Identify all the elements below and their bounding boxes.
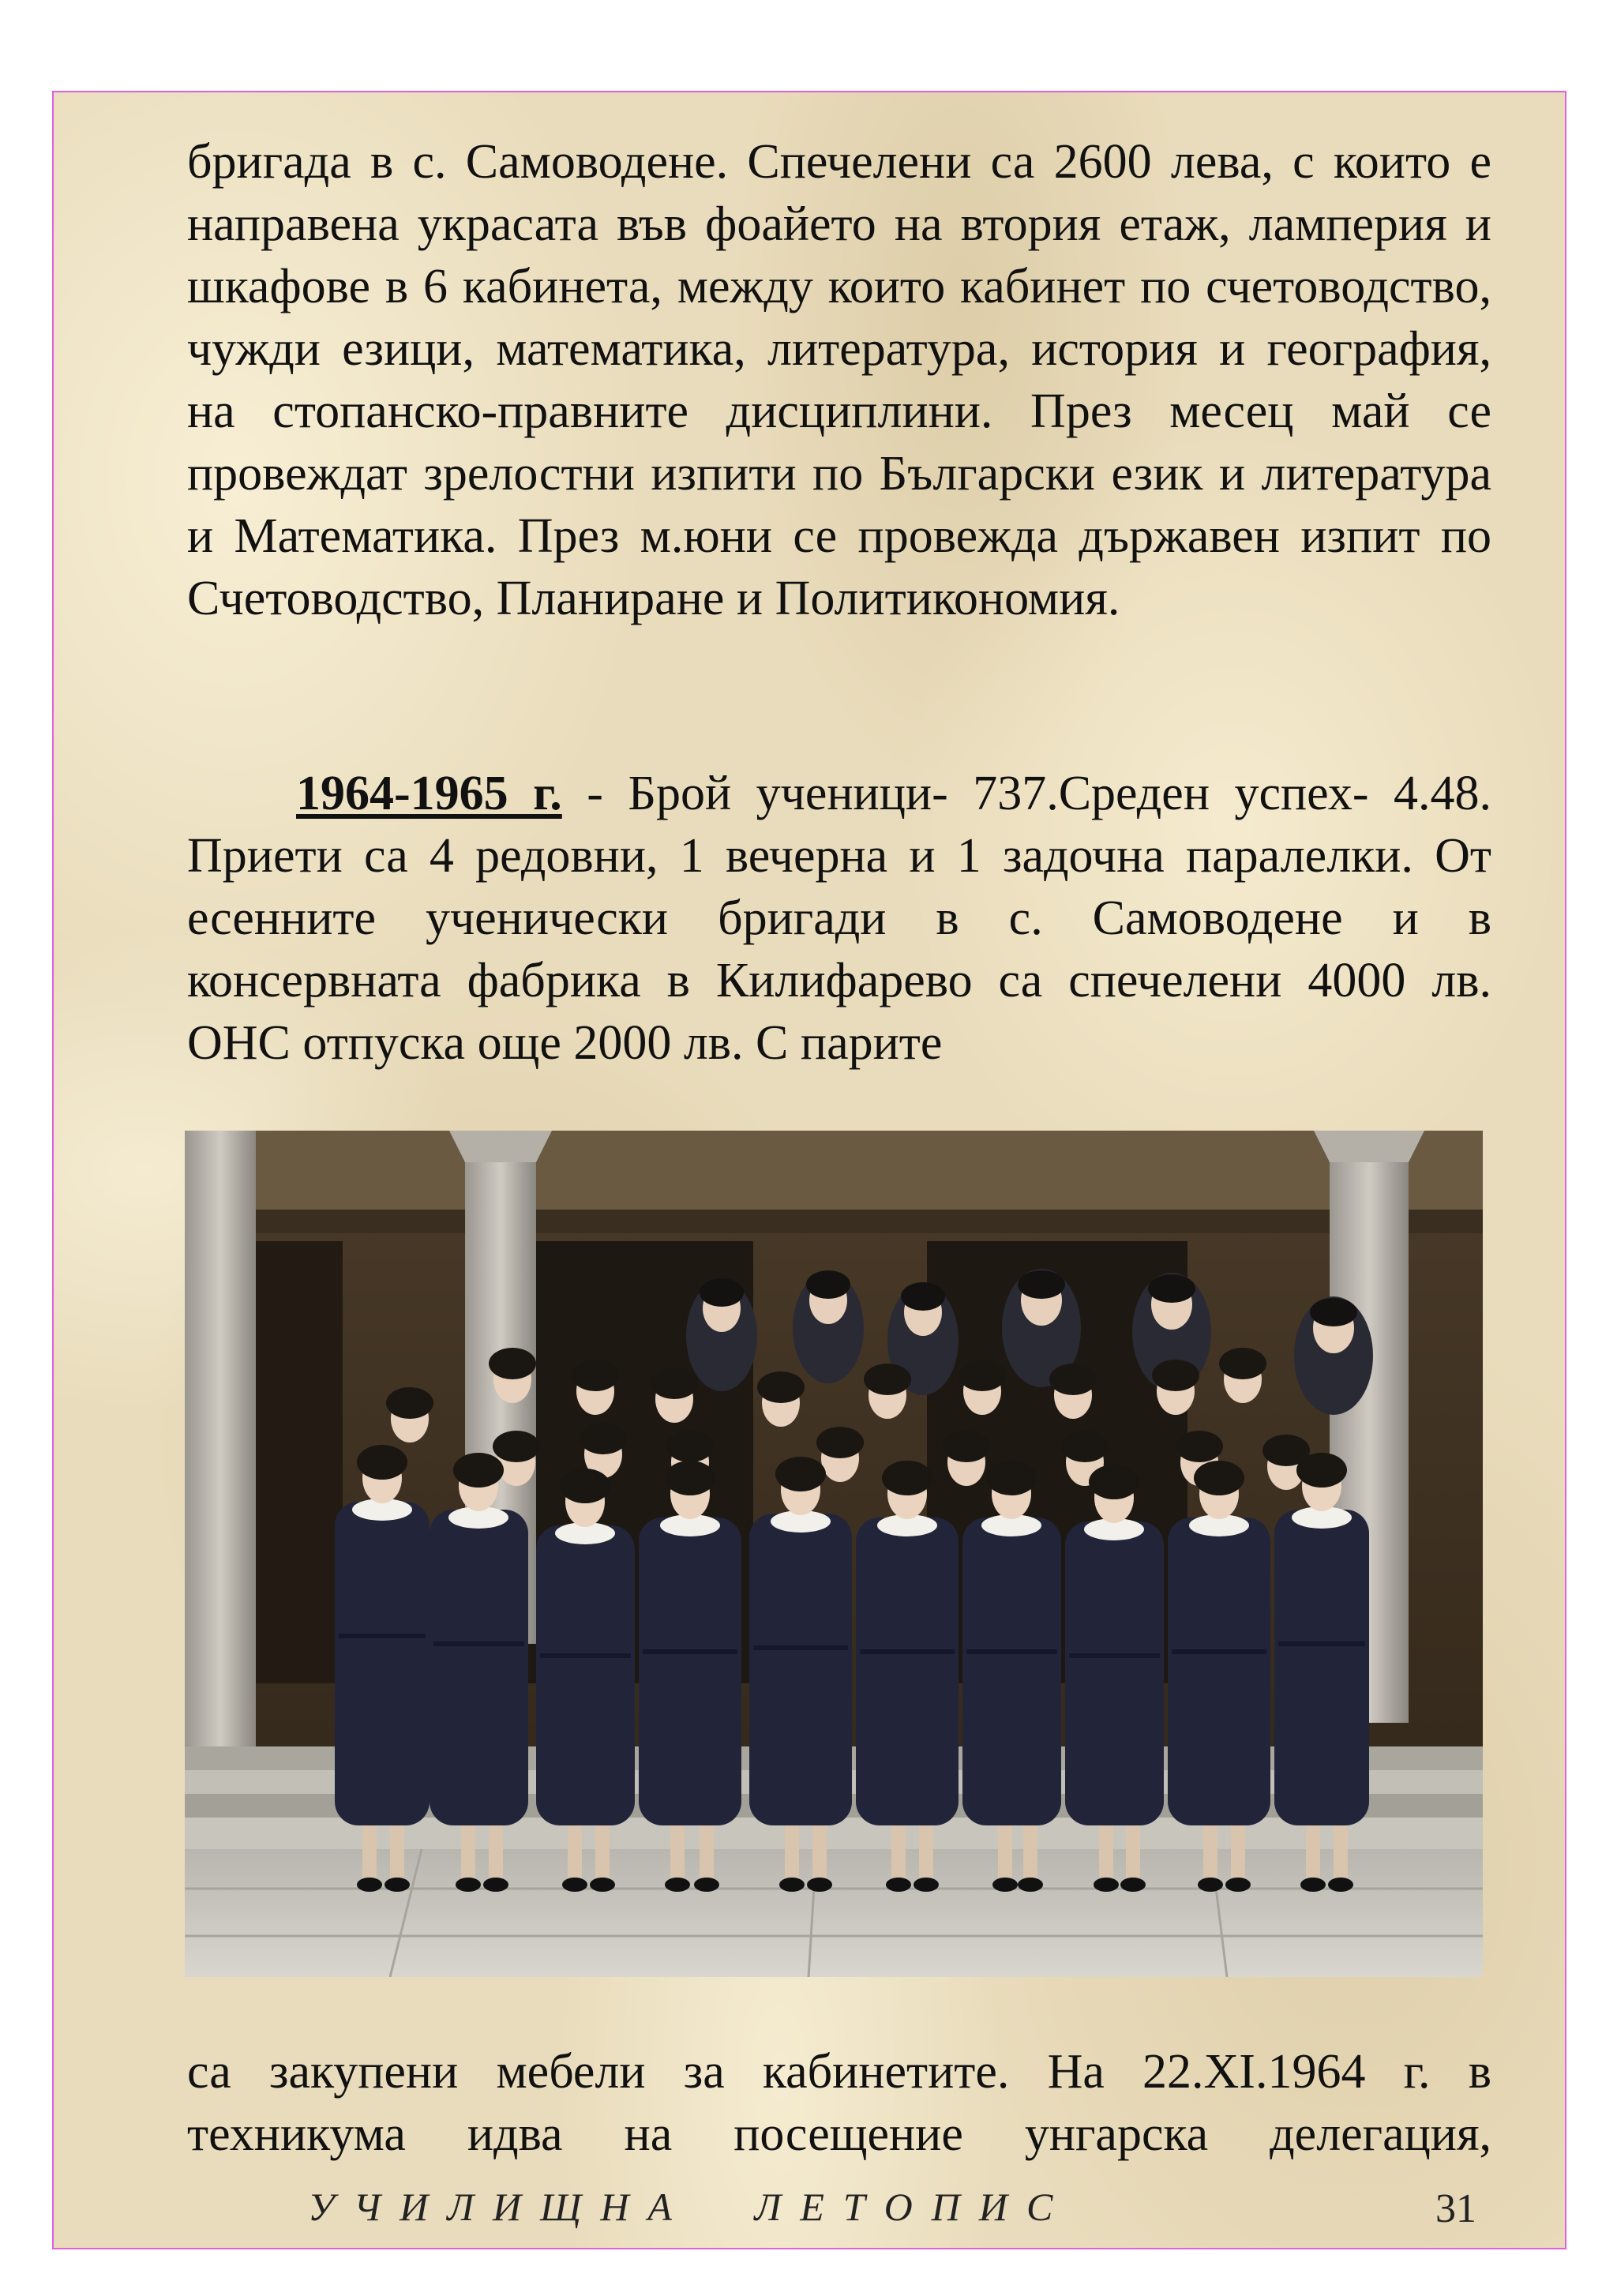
year-heading: 1964-1965 г. (296, 767, 562, 820)
paragraph-2 (187, 763, 1491, 1075)
paragraph-1: бригада в с. Самоводене. Спечелени са 2600 лева, с които е направена украсата във фоайето на втория етаж, ламперия и шкафове в 6 кабинета, между които кабинет по счетоводство, чужди езици, математика, литература, история и география, на стопанско-правните дисциплини. През месец май се провеждат зрелостни изпити по Български език и литература и Математика. През м.юни се провежда държавен изпит по Счетоводство, Планиране и Политикономия. (187, 135, 1491, 625)
paragraph-3: са закупени мебели за кабинетите. На 22.XI.1964 г. в техникума идва на посещение унгарска делегация, (187, 2045, 1491, 2161)
paragraph-2-text: - Брой ученици- 737.Среден успех- 4.48. Приети са 4 редовни, 1 вечерна и 1 задочна паралелки. От есенните ученически бригади в с. Самоводене и в консервната фабрика в Килифарево са спечелени 4000 лв. ОНС отпуска още 2000 лв. С парите (187, 767, 1491, 1070)
page-number: 31 (1435, 2186, 1476, 2231)
class-group-photo (185, 1131, 1483, 1977)
footer-title: УЧИЛИЩНА ЛЕТОПИС (308, 2185, 1072, 2229)
